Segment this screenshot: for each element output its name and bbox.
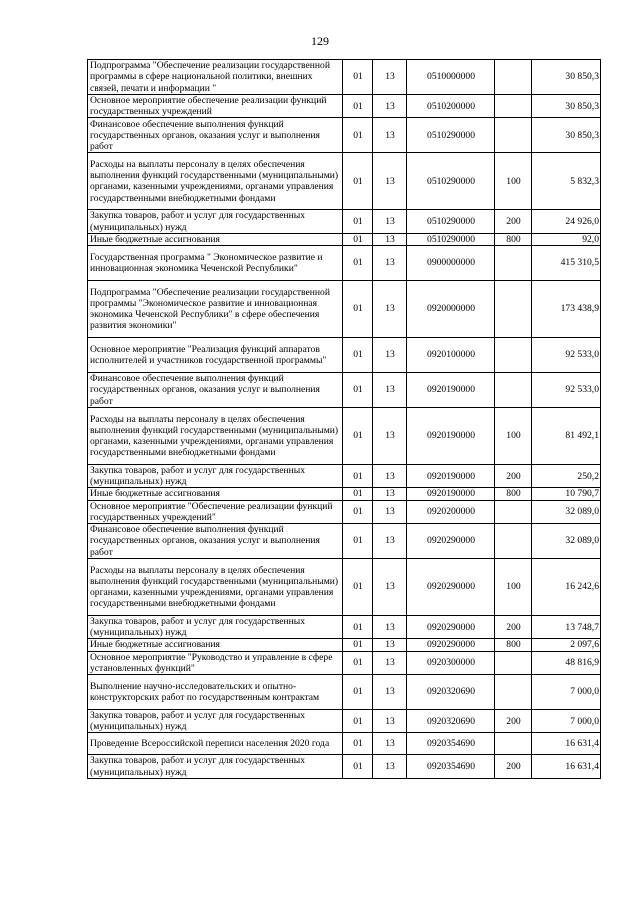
target-item-code: 0920200000 [407,500,495,523]
expense-type-code: 800 [495,488,532,500]
item-name: Расходы на выплаты персоналу в целях обеспечения выполнения функций государственными (муниципальными) органами, казенными учреждениями, органами управления государственными внебюджетными фондами [88,153,343,210]
expense-type-code [495,733,532,755]
item-name: Иные бюджетные ассигнования [88,233,343,245]
expense-type-code: 200 [495,210,532,233]
subsection-code: 13 [373,153,407,210]
item-name: Государственная программа " Экономическое развитие и инновационная экономика Чеченской Республики" [88,246,343,281]
target-item-code: 0920190000 [407,465,495,488]
page-number: 129 [311,34,329,48]
amount-value: 92 533,0 [532,338,601,373]
amount-value: 13 748,7 [532,616,601,639]
target-item-code: 0510290000 [407,118,495,153]
expense-type-code [495,524,532,559]
table-row [88,246,601,281]
item-name: Закупка товаров, работ и услуг для государственных (муниципальных) нужд [88,616,343,639]
expense-type-code [495,60,532,95]
expense-type-code: 100 [495,408,532,465]
subsection-code: 13 [373,755,407,778]
subsection-code: 13 [373,675,407,710]
item-name: Финансовое обеспечение выполнения функций государственных органов, оказания услуг и выполнения работ [88,373,343,408]
subsection-code: 13 [373,233,407,245]
item-name: Расходы на выплаты персоналу в целях обеспечения выполнения функций государственными (муниципальными) органами, казенными учреждениями, органами управления государственными внебюджетными фондами [88,408,343,465]
item-name: Проведение Всероссийской переписи населения 2020 года [88,733,343,755]
table-row [88,210,601,233]
target-item-code: 0920320690 [407,710,495,733]
target-item-code: 0920000000 [407,281,495,338]
amount-value: 81 492,1 [532,408,601,465]
amount-value: 7 000,0 [532,675,601,710]
table-row [88,639,601,651]
expense-type-code: 200 [495,755,532,778]
table-row [88,338,601,373]
subsection-code: 13 [373,710,407,733]
subsection-code: 13 [373,465,407,488]
amount-value: 32 089,0 [532,524,601,559]
expense-type-code: 200 [495,616,532,639]
section-code: 01 [343,281,373,338]
table-row [88,408,601,465]
amount-value: 48 816,9 [532,651,601,674]
table-row [88,755,601,778]
table-row [88,465,601,488]
amount-value: 92 533,0 [532,373,601,408]
section-code: 01 [343,500,373,523]
expense-type-code [495,373,532,408]
expense-type-code [495,338,532,373]
table-row [88,95,601,118]
subsection-code: 13 [373,373,407,408]
amount-value: 30 850,3 [532,118,601,153]
table-row [88,733,601,755]
table-row [88,616,601,639]
section-code: 01 [343,95,373,118]
section-code: 01 [343,210,373,233]
item-name: Основное мероприятие "Руководство и управление в сфере установленных функций" [88,651,343,674]
expense-type-code: 100 [495,153,532,210]
section-code: 01 [343,675,373,710]
target-item-code: 0920100000 [407,338,495,373]
target-item-code: 0920290000 [407,639,495,651]
section-code: 01 [343,338,373,373]
section-code: 01 [343,233,373,245]
item-name: Выполнение научно-исследовательских и опытно-конструкторских работ по государственным контрактам [88,675,343,710]
subsection-code: 13 [373,488,407,500]
amount-value: 415 310,5 [532,246,601,281]
target-item-code: 0920320690 [407,675,495,710]
table-row [88,60,601,95]
subsection-code: 13 [373,118,407,153]
expense-type-code [495,118,532,153]
expense-type-code: 200 [495,710,532,733]
target-item-code: 0900000000 [407,246,495,281]
target-item-code: 0920354690 [407,755,495,778]
section-code: 01 [343,60,373,95]
amount-value: 16 631,4 [532,755,601,778]
expense-type-code [495,651,532,674]
subsection-code: 13 [373,60,407,95]
item-name: Подпрограмма "Обеспечение реализации государственной программы в сфере национальной политики, внешних связей, печати и информации " [88,60,343,95]
target-item-code: 0920190000 [407,488,495,500]
item-name: Финансовое обеспечение выполнения функций государственных органов, оказания услуг и выполнения работ [88,524,343,559]
expense-type-code [495,500,532,523]
section-code: 01 [343,651,373,674]
expense-type-code [495,246,532,281]
item-name: Основное мероприятие обеспечение реализации функций государственных учреждений [88,95,343,118]
item-name: Иные бюджетные ассигнования [88,488,343,500]
amount-value: 250,2 [532,465,601,488]
item-name: Основное мероприятие "Реализация функций аппаратов исполнителей и участников государственной программы" [88,338,343,373]
subsection-code: 13 [373,338,407,373]
budget-table-body [88,60,601,779]
amount-value: 92,0 [532,233,601,245]
amount-value: 10 790,7 [532,488,601,500]
subsection-code: 13 [373,95,407,118]
table-row [88,559,601,616]
section-code: 01 [343,710,373,733]
section-code: 01 [343,733,373,755]
table-row [88,281,601,338]
amount-value: 7 000,0 [532,710,601,733]
section-code: 01 [343,465,373,488]
budget-table [87,59,601,779]
target-item-code: 0920190000 [407,373,495,408]
item-name: Закупка товаров, работ и услуг для государственных (муниципальных) нужд [88,710,343,733]
section-code: 01 [343,373,373,408]
section-code: 01 [343,755,373,778]
amount-value: 16 242,6 [532,559,601,616]
section-code: 01 [343,639,373,651]
amount-value: 173 438,9 [532,281,601,338]
item-name: Закупка товаров, работ и услуг для государственных (муниципальных) нужд [88,210,343,233]
table-row [88,118,601,153]
subsection-code: 13 [373,639,407,651]
table-row [88,710,601,733]
table-row [88,373,601,408]
table-row [88,153,601,210]
item-name: Расходы на выплаты персоналу в целях обеспечения выполнения функций государственными (муниципальными) органами, казенными учреждениями, органами управления государственными внебюджетными фондами [88,559,343,616]
section-code: 01 [343,408,373,465]
target-item-code: 0510290000 [407,233,495,245]
item-name: Закупка товаров, работ и услуг для государственных (муниципальных) нужд [88,465,343,488]
target-item-code: 0920354690 [407,733,495,755]
subsection-code: 13 [373,500,407,523]
expense-type-code: 800 [495,639,532,651]
subsection-code: 13 [373,616,407,639]
amount-value: 30 850,3 [532,60,601,95]
expense-type-code: 200 [495,465,532,488]
target-item-code: 0920290000 [407,559,495,616]
amount-value: 32 089,0 [532,500,601,523]
table-row [88,675,601,710]
expense-type-code [495,281,532,338]
subsection-code: 13 [373,524,407,559]
expense-type-code [495,95,532,118]
amount-value: 16 631,4 [532,733,601,755]
target-item-code: 0920190000 [407,408,495,465]
amount-value: 30 850,3 [532,95,601,118]
expense-type-code: 800 [495,233,532,245]
table-row [88,500,601,523]
subsection-code: 13 [373,246,407,281]
expense-type-code: 100 [495,559,532,616]
target-item-code: 0510200000 [407,95,495,118]
target-item-code: 0920290000 [407,524,495,559]
subsection-code: 13 [373,408,407,465]
section-code: 01 [343,488,373,500]
target-item-code: 0920300000 [407,651,495,674]
amount-value: 24 926,0 [532,210,601,233]
section-code: 01 [343,153,373,210]
subsection-code: 13 [373,733,407,755]
target-item-code: 0920290000 [407,616,495,639]
amount-value: 2 097,6 [532,639,601,651]
section-code: 01 [343,118,373,153]
section-code: 01 [343,616,373,639]
item-name: Подпрограмма "Обеспечение реализации государственной программы "Экономическое развитие и инновационная экономика Чеченской Республики" в сфере обеспечения развития экономики" [88,281,343,338]
item-name: Финансовое обеспечение выполнения функций государственных органов, оказания услуг и выполнения работ [88,118,343,153]
amount-value: 5 832,3 [532,153,601,210]
subsection-code: 13 [373,281,407,338]
section-code: 01 [343,524,373,559]
item-name: Основное мероприятие "Обеспечение реализации функций государственных учреждений" [88,500,343,523]
table-row [88,524,601,559]
target-item-code: 0510290000 [407,153,495,210]
subsection-code: 13 [373,210,407,233]
section-code: 01 [343,246,373,281]
item-name: Иные бюджетные ассигнования [88,639,343,651]
item-name: Закупка товаров, работ и услуг для государственных (муниципальных) нужд [88,755,343,778]
target-item-code: 0510000000 [407,60,495,95]
subsection-code: 13 [373,559,407,616]
table-row [88,488,601,500]
table-row [88,651,601,674]
expense-type-code [495,675,532,710]
target-item-code: 0510290000 [407,210,495,233]
table-row [88,233,601,245]
subsection-code: 13 [373,651,407,674]
section-code: 01 [343,559,373,616]
